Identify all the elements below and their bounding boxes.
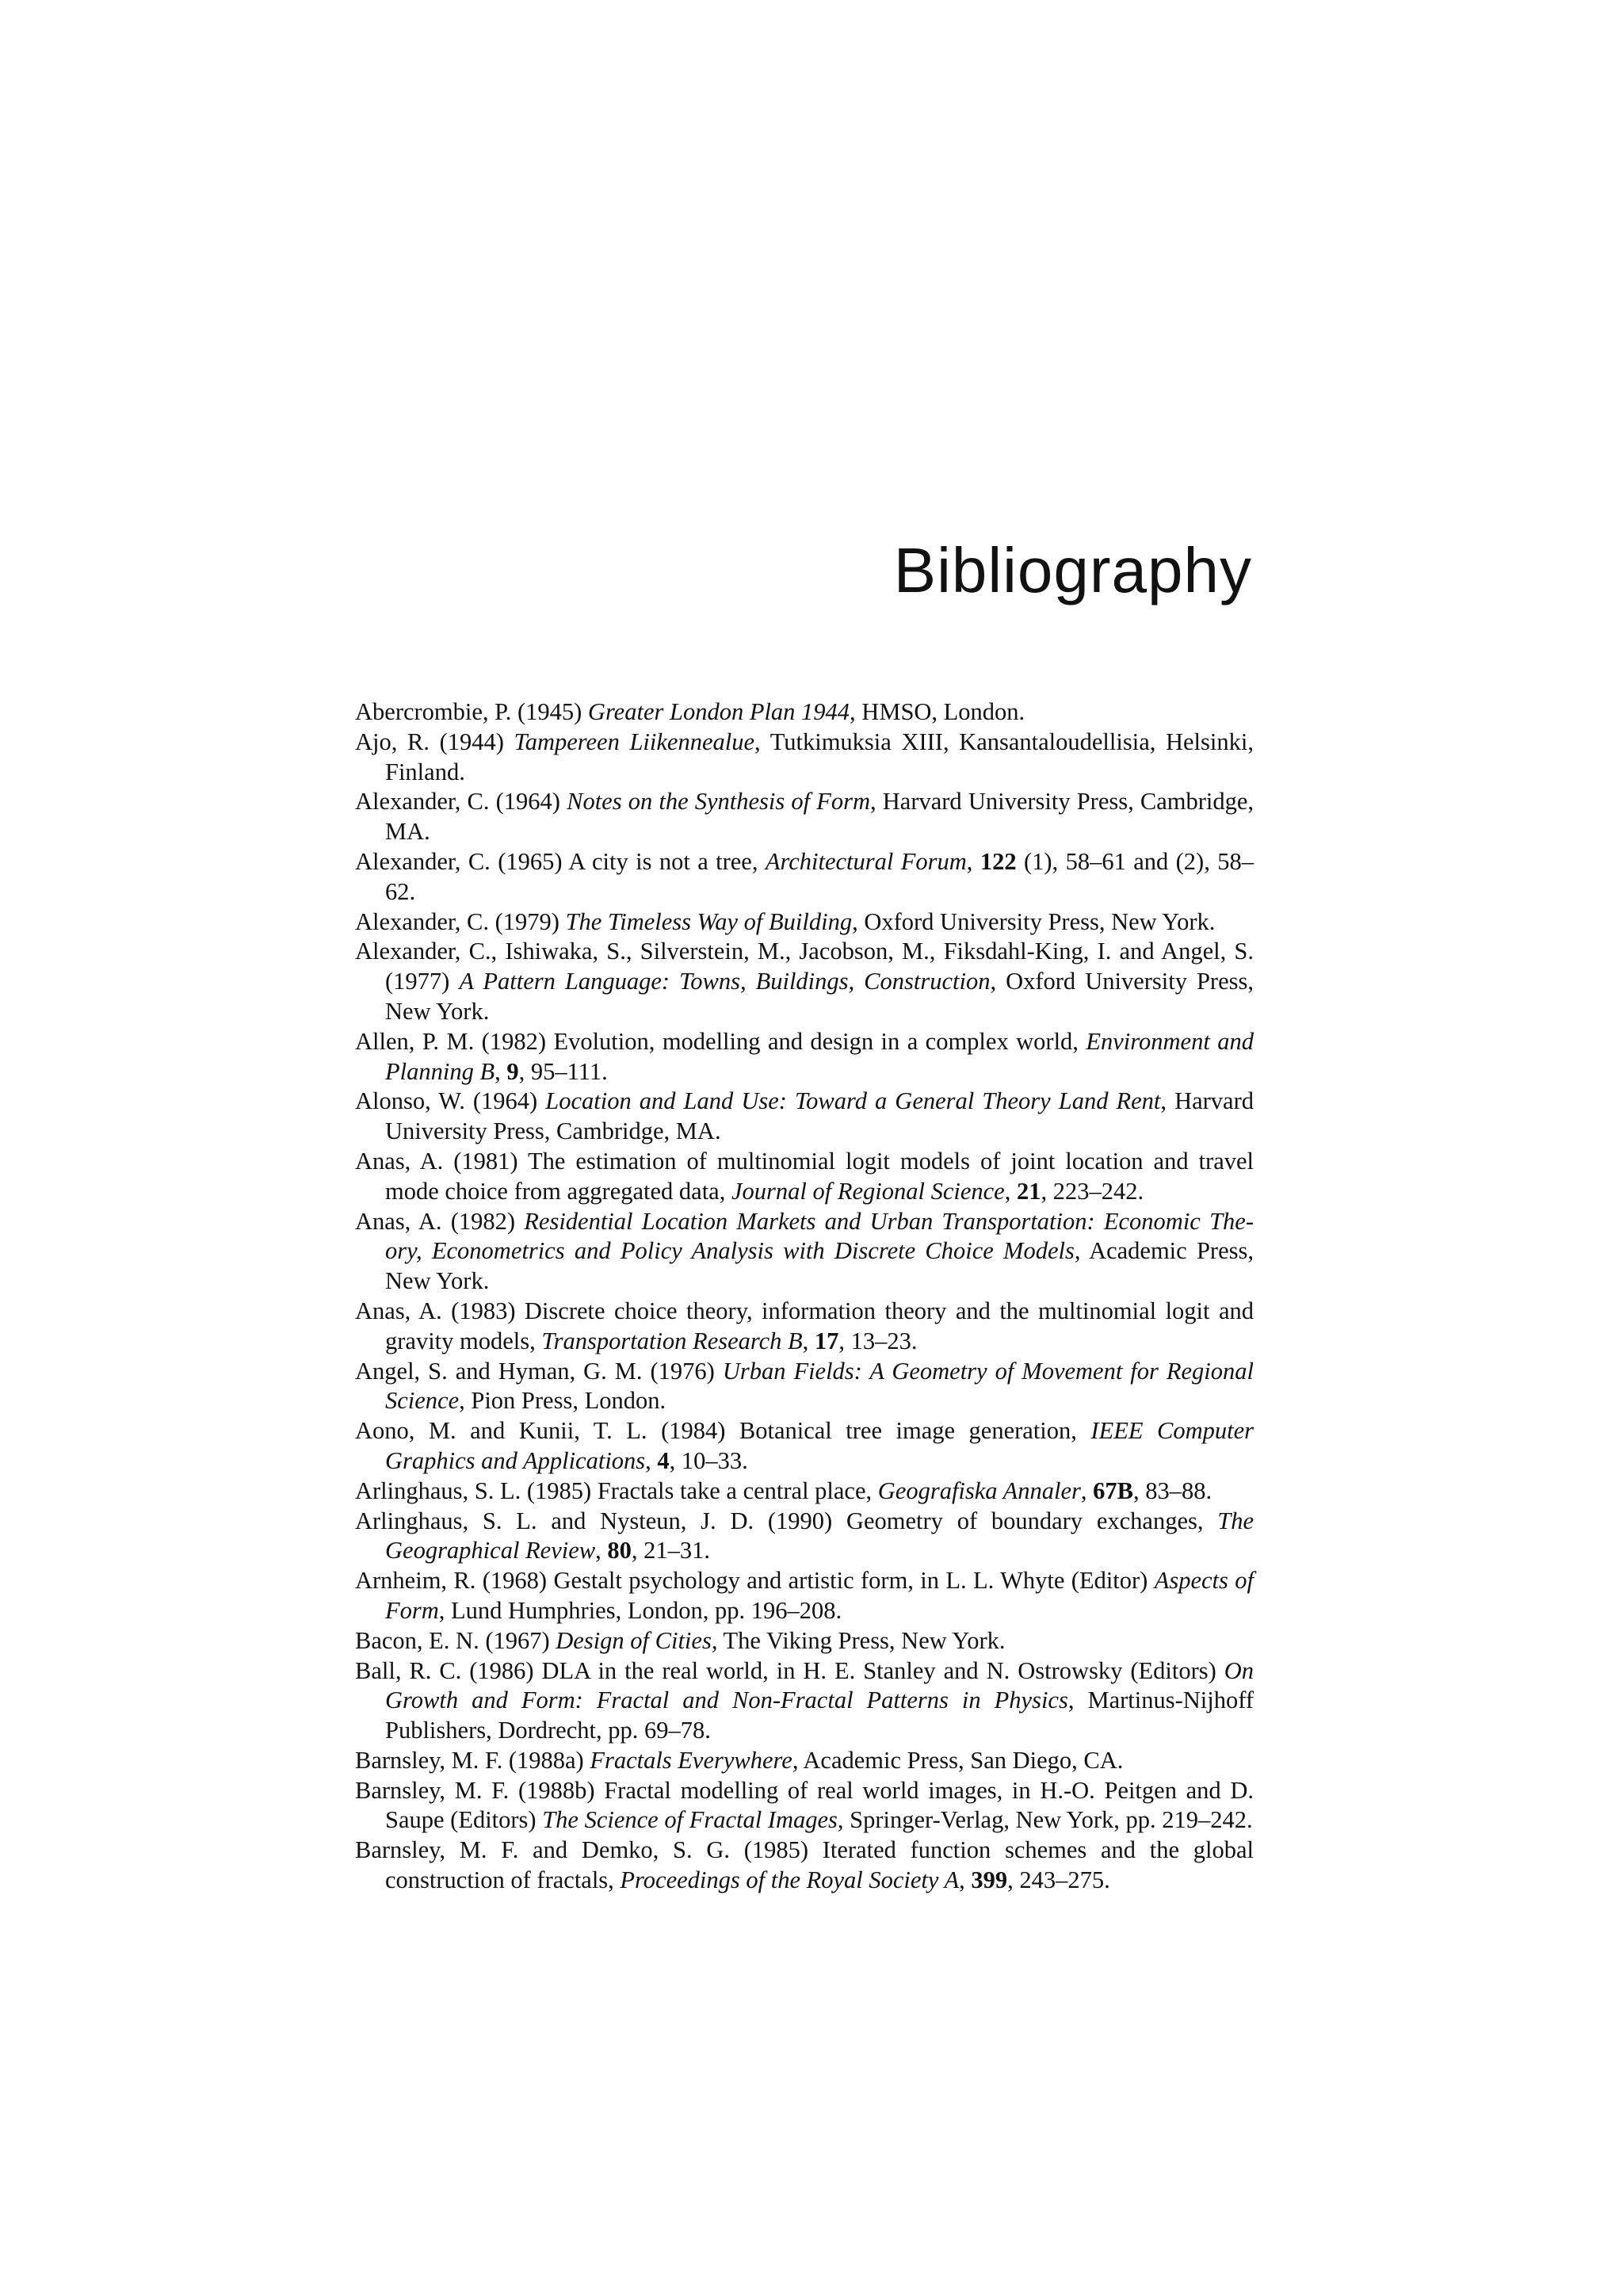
reference-text: , 223–242.	[1041, 1177, 1144, 1205]
reference-text: Bacon, E. N. (1967)	[355, 1626, 556, 1654]
reference-entry	[355, 1746, 1254, 1776]
reference-title: Notes on the Synthesis of Form	[567, 788, 871, 816]
reference-entry	[355, 1626, 1254, 1656]
reference-entry	[355, 1357, 1254, 1417]
reference-title: Environment and Planning B	[385, 1027, 1254, 1085]
reference-entry	[355, 1836, 1254, 1896]
reference-text: Barnsley, M. F. (1988b) Fractal modelling of real world images, in H.-O. Peitgen and D. Saupe (Editors)	[355, 1776, 1254, 1834]
reference-text: , Harvard University Press, Cambridge, MA.	[385, 788, 1254, 846]
reference-title: A Pattern Language: Towns, Buildings, Construction	[459, 968, 991, 995]
reference-text: ,	[966, 847, 980, 875]
reference-title: Transportation Research B	[541, 1327, 803, 1354]
reference-title: Aspects of Form	[385, 1567, 1254, 1624]
reference-entry	[355, 728, 1254, 788]
reference-title: Fractals Everywhere	[590, 1746, 792, 1774]
reference-text: , Academic Press, San Diego, CA.	[792, 1746, 1124, 1774]
reference-title: Residential Location Markets and Urban Transportation: Economic Theory, Econometrics and Policy Analysis with Discrete Choice Models	[385, 1207, 1254, 1265]
reference-entry	[355, 847, 1254, 907]
reference-text: , HMSO, London.	[850, 698, 1025, 725]
reference-text: Abercrombie, P. (1945)	[355, 698, 588, 725]
reference-text: Alexander, C. (1965) A city is not a tree,	[355, 847, 766, 875]
reference-title: The Timeless Way of Building	[565, 907, 853, 935]
reference-entry	[355, 1656, 1254, 1746]
reference-entry	[355, 1087, 1254, 1147]
reference-volume: 21	[1016, 1177, 1041, 1205]
reference-text: Arlinghaus, S. L. and Nysteun, J. D. (1990) Geometry of boundary exchanges,	[355, 1507, 1218, 1534]
page-title: Bibliography	[893, 535, 1252, 606]
reference-text: Alexander, C. (1979)	[355, 907, 566, 935]
reference-text: ,	[495, 1057, 507, 1085]
reference-volume: 4	[657, 1446, 670, 1474]
reference-title: Geografiska Annaler	[877, 1477, 1081, 1504]
reference-text: , 83–88.	[1132, 1477, 1212, 1504]
reference-volume: 80	[607, 1537, 632, 1564]
reference-text: Ajo, R. (1944)	[355, 728, 514, 755]
reference-text: , Lund Humphries, London, pp. 196–208.	[438, 1596, 842, 1624]
reference-volume: 399	[971, 1866, 1008, 1894]
reference-text: ,	[595, 1537, 608, 1564]
reference-title: On Growth and Form: Fractal and Non-Fractal Patterns in Physics	[385, 1656, 1254, 1714]
reference-text: Anas, A. (1981) The estimation of multinomial logit models of joint location and travel mode choice from aggregated data,	[355, 1147, 1254, 1205]
reference-text: Alonso, W. (1964)	[355, 1087, 546, 1115]
reference-text: , Academic Press, New York.	[385, 1237, 1254, 1295]
reference-entry	[355, 1507, 1254, 1567]
reference-text: , 21–31.	[631, 1537, 710, 1564]
reference-volume: 17	[814, 1327, 839, 1354]
reference-entry	[355, 1027, 1254, 1087]
reference-entry	[355, 1776, 1254, 1836]
reference-text: Barnsley, M. F. (1988a)	[355, 1746, 590, 1774]
reference-text: , The Viking Press, New York.	[711, 1626, 1006, 1654]
reference-entry	[355, 937, 1254, 1026]
reference-volume: 67B	[1093, 1477, 1133, 1504]
reference-title: Journal of Regional Science	[731, 1177, 1005, 1205]
reference-text: Arlinghaus, S. L. (1985) Fractals take a central place,	[355, 1477, 878, 1504]
reference-text: , Tutkimuksia XIII, Kansantaloudellisia, Helsinki, Finland.	[385, 728, 1254, 785]
reference-text: , Oxford University Press, New York.	[385, 968, 1254, 1025]
reference-entry	[355, 1147, 1254, 1207]
reference-title: Location and Land Use: Toward a General Theory Land Rent	[545, 1087, 1161, 1115]
reference-text: , 95–111.	[518, 1057, 608, 1085]
reference-text: , Springer-Verlag, New York, pp. 219–242.	[837, 1806, 1253, 1834]
reference-text: ,	[1080, 1477, 1094, 1504]
reference-text: , 243–275.	[1007, 1866, 1110, 1894]
reference-text: (1), 58–61 and (2), 58–62.	[385, 847, 1254, 905]
reference-text: Allen, P. M. (1982) Evolution, modelling and design in a complex world,	[355, 1027, 1086, 1055]
reference-title: Urban Fields: A Geometry of Movement for Regional Science	[385, 1357, 1254, 1415]
reference-text: , Pion Press, London.	[459, 1387, 666, 1415]
reference-text: , 10–33.	[669, 1446, 748, 1474]
reference-text: , 13–23.	[838, 1327, 918, 1354]
reference-text: Barnsley, M. F. and Demko, S. G. (1985) Iterated function schemes and the global construction of fractals,	[355, 1836, 1254, 1894]
reference-title: IEEE Computer Graphics and Applications	[385, 1417, 1254, 1474]
reference-text: Anas, A. (1982)	[355, 1207, 525, 1235]
reference-text: ,	[802, 1327, 815, 1354]
reference-volume: 122	[980, 847, 1017, 875]
reference-text: ,	[645, 1446, 658, 1474]
reference-entry	[355, 907, 1254, 938]
reference-entry	[355, 1416, 1254, 1477]
reference-text: ,	[959, 1866, 972, 1894]
reference-text: , Oxford University Press, New York.	[852, 907, 1216, 935]
reference-title: Proceedings of the Royal Society A	[620, 1866, 960, 1894]
reference-title: Architectural Forum	[765, 847, 967, 875]
reference-title: The Geographical Review	[385, 1507, 1254, 1564]
reference-entry	[355, 787, 1254, 847]
reference-text: Alexander, C., Ishiwaka, S., Silverstein, M., Jacobson, M., Fiksdahl-King, I. and Angel, S. (1977)	[355, 938, 1254, 995]
reference-entry	[355, 1207, 1254, 1297]
reference-list	[355, 697, 1254, 1896]
reference-volume: 9	[506, 1057, 519, 1085]
reference-title: Tampereen Liikennealue	[514, 728, 754, 755]
reference-title: The Science of Fractal Images	[542, 1806, 838, 1834]
reference-text: Angel, S. and Hyman, G. M. (1976)	[355, 1357, 723, 1385]
reference-title: Greater London Plan 1944	[587, 698, 850, 725]
reference-text: Ball, R. C. (1986) DLA in the real world, in H. E. Stanley and N. Ostrowsky (Editors)	[355, 1656, 1224, 1684]
reference-entry	[355, 1477, 1254, 1507]
reference-text: ,	[1004, 1177, 1017, 1205]
reference-entry	[355, 1297, 1254, 1357]
reference-text: Arnheim, R. (1968) Gestalt psychology and artistic form, in L. L. Whyte (Editor)	[355, 1567, 1155, 1595]
reference-title: Design of Cities	[556, 1626, 712, 1654]
reference-text: Aono, M. and Kunii, T. L. (1984) Botanical tree image generation,	[355, 1417, 1091, 1445]
reference-entry	[355, 697, 1254, 728]
reference-text: , Martinus-Nijhoff Publishers, Dordrecht, pp. 69–78.	[385, 1687, 1254, 1744]
reference-text: Anas, A. (1983) Discrete choice theory, information theory and the multinomial logit and gravity models,	[355, 1297, 1254, 1354]
reference-text: Alexander, C. (1964)	[355, 788, 567, 816]
reference-entry	[355, 1566, 1254, 1626]
reference-text: , Harvard University Press, Cambridge, MA.	[385, 1087, 1254, 1145]
